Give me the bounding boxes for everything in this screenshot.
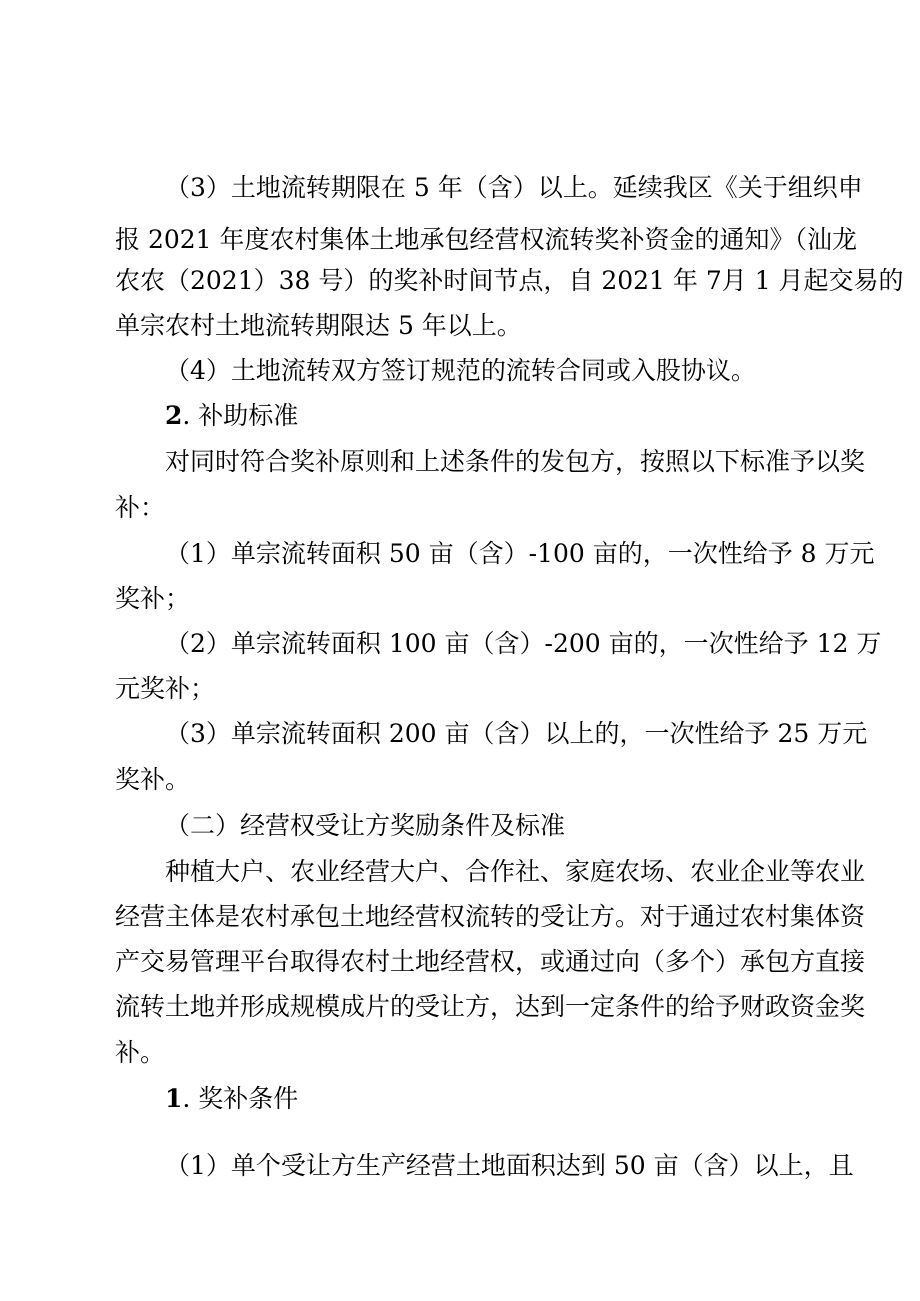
paragraph-line: 奖补； bbox=[115, 584, 191, 613]
paragraph-line: 对同时符合奖补原则和上述条件的发包方，按照以下标准予以奖 bbox=[165, 447, 866, 476]
paragraph-line: 奖补。 bbox=[115, 765, 191, 794]
paragraph-line: 补： bbox=[115, 493, 166, 522]
paragraph-line: （1）单宗流转面积 50 亩（含）-100 亩的，一次性给予 8 万元 bbox=[165, 539, 875, 568]
heading-text: . 奖补条件 bbox=[182, 1084, 299, 1113]
paragraph-line: 流转土地并形成规模成片的受让方，达到一定条件的给予财政资金奖 bbox=[115, 992, 866, 1021]
paragraph-line: 补。 bbox=[115, 1038, 166, 1067]
paragraph-line: 经营主体是农村承包土地经营权流转的受让方。对于通过农村集体资 bbox=[115, 902, 866, 931]
paragraph-line: 种植大户、农业经营大户、合作社、家庭农场、农业企业等农业 bbox=[165, 857, 866, 886]
paragraph-line: 报 2021 年度农村集体土地承包经营权流转奖补资金的通知》（汕龙 bbox=[115, 225, 858, 254]
paragraph-line: 单宗农村土地流转期限达 5 年以上。 bbox=[115, 311, 522, 340]
paragraph-line: （2）单宗流转面积 100 亩（含）-200 亩的，一次性给予 12 万 bbox=[165, 629, 882, 658]
paragraph-line: 产交易管理平台取得农村土地经营权，或通过向（多个）承包方直接 bbox=[115, 947, 866, 976]
section-heading: （二）经营权受让方奖励条件及标准 bbox=[165, 811, 566, 840]
paragraph-line: 农农（2021）38 号）的奖补时间节点，自 2021 年 7月 1 月起交易的 bbox=[115, 266, 904, 295]
heading-text: . 补助标准 bbox=[182, 401, 299, 430]
paragraph-line: （4）土地流转双方签订规范的流转合同或入股协议。 bbox=[165, 356, 756, 385]
paragraph-line: （3）单宗流转面积 200 亩（含）以上的，一次性给予 25 万元 bbox=[165, 719, 868, 748]
paragraph-line: （3）土地流转期限在 5 年（含）以上。延续我区《关于组织申 bbox=[165, 173, 863, 202]
paragraph-line: （1）单个受让方生产经营土地面积达到 50 亩（含）以上，且 bbox=[165, 1151, 854, 1180]
heading-number: 1 bbox=[165, 1084, 183, 1113]
section-heading bbox=[165, 1083, 805, 1115]
paragraph-line: 元奖补； bbox=[115, 674, 216, 703]
section-heading bbox=[165, 400, 805, 432]
heading-number: 2 bbox=[165, 401, 183, 430]
